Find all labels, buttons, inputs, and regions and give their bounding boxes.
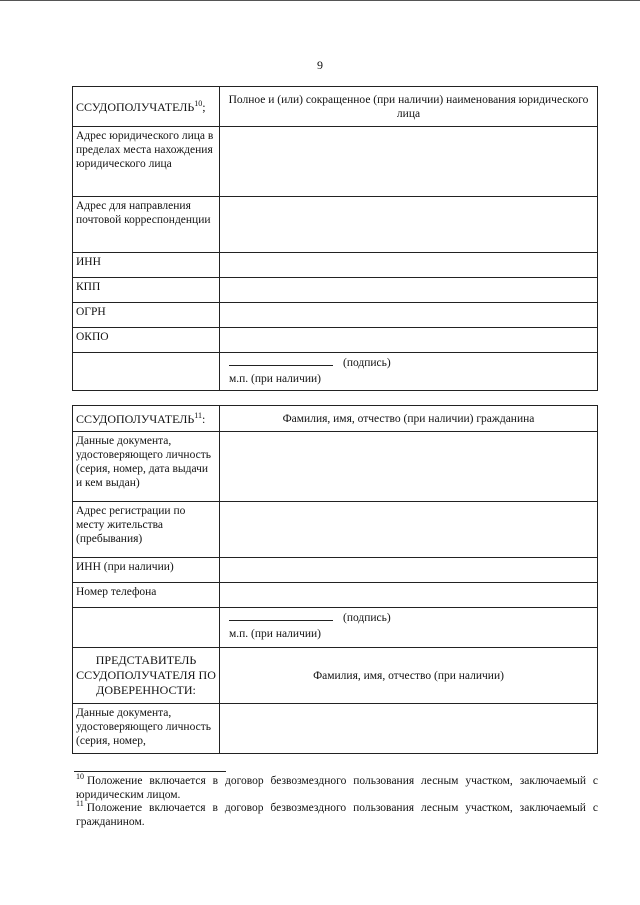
stamp-label: м.п. (при наличии)	[229, 628, 321, 640]
table-row	[73, 328, 598, 353]
footnote-10	[76, 772, 598, 802]
inn-value[interactable]	[220, 253, 598, 278]
signature-empty-cell	[73, 608, 220, 648]
phone-value[interactable]	[220, 583, 598, 608]
table-row	[73, 303, 598, 328]
header-punctuation: :	[202, 411, 206, 426]
table-row	[73, 353, 598, 391]
citizen-name-header: Фамилия, имя, отчество (при наличии) гражданина	[220, 406, 598, 432]
table-row	[73, 704, 598, 754]
signature-label: (подпись)	[343, 357, 391, 369]
representative-label: ПРЕДСТАВИТЕЛЬ ССУДОПОЛУЧАТЕЛЯ ПО ДОВЕРЕННОСТИ:	[73, 648, 220, 704]
id-document-value[interactable]	[220, 432, 598, 502]
inn-label: ИНН	[73, 253, 220, 278]
legal-address-label: Адрес юридического лица в пределах места нахождения юридического лица	[73, 127, 220, 197]
table-row	[73, 558, 598, 583]
rep-id-document-value[interactable]	[220, 704, 598, 754]
table-row	[73, 648, 598, 704]
borrower-header-label: ССУДОПОЛУЧАТЕЛЬ	[76, 411, 195, 426]
table-row	[73, 87, 598, 127]
signature-label: (подпись)	[343, 612, 391, 624]
borrower-header-cell	[73, 87, 220, 127]
top-edge-line	[0, 0, 640, 1]
footnote-number: 10	[76, 772, 84, 782]
footnote-separator	[74, 771, 226, 772]
okpo-label: ОКПО	[73, 328, 220, 353]
footnotes	[76, 772, 598, 829]
table-row	[73, 197, 598, 253]
table-row	[73, 583, 598, 608]
stamp-label: м.п. (при наличии)	[229, 373, 321, 385]
registration-address-value[interactable]	[220, 502, 598, 558]
footnote-ref-10[interactable]: 10	[194, 98, 203, 108]
signature-cell[interactable]	[220, 353, 598, 391]
table-row	[73, 502, 598, 558]
ogrn-value[interactable]	[220, 303, 598, 328]
borrower-legal-entity-table	[72, 86, 598, 391]
table-row	[73, 432, 598, 502]
kpp-label: КПП	[73, 278, 220, 303]
registration-address-label: Адрес регистрации по месту жительства (пребывания)	[73, 502, 220, 558]
inn-value[interactable]	[220, 558, 598, 583]
table-row	[73, 406, 598, 432]
page-number: 9	[317, 58, 323, 72]
table-row	[73, 253, 598, 278]
borrower-individual-table	[72, 405, 598, 754]
ogrn-label: ОГРН	[73, 303, 220, 328]
footnote-text: Положение включается в договор безвозмездного пользования лесным участком, заключаемый с юридическим лицом.	[76, 775, 598, 801]
header-punctuation: ;	[202, 99, 206, 114]
footnote-ref-11[interactable]: 11	[194, 410, 202, 420]
table-row	[73, 608, 598, 648]
phone-label: Номер телефона	[73, 583, 220, 608]
table-row	[73, 127, 598, 197]
borrower-header-cell	[73, 406, 220, 432]
signature-cell[interactable]	[220, 608, 598, 648]
legal-address-value[interactable]	[220, 127, 598, 197]
postal-address-value[interactable]	[220, 197, 598, 253]
entity-name-header: Полное и (или) сокращенное (при наличии) наименования юридического лица	[220, 87, 598, 127]
inn-label: ИНН (при наличии)	[73, 558, 220, 583]
signature-line[interactable]	[229, 610, 333, 621]
rep-id-document-label: Данные документа, удостоверяющего личность (серия, номер,	[73, 704, 220, 754]
representative-name-header: Фамилия, имя, отчество (при наличии)	[220, 648, 598, 704]
signature-empty-cell	[73, 353, 220, 391]
table-row	[73, 278, 598, 303]
okpo-value[interactable]	[220, 328, 598, 353]
footnote-11	[76, 799, 598, 829]
footnote-text: Положение включается в договор безвозмездного пользования лесным участком, заключаемый с гражданином.	[76, 802, 598, 828]
postal-address-label: Адрес для направления почтовой корреспонденции	[73, 197, 220, 253]
borrower-header-label: ССУДОПОЛУЧАТЕЛЬ	[76, 99, 195, 114]
signature-line[interactable]	[229, 355, 333, 366]
footnote-number: 11	[76, 799, 84, 809]
id-document-label: Данные документа, удостоверяющего личность (серия, номер, дата выдачи и кем выдан)	[73, 432, 220, 502]
kpp-value[interactable]	[220, 278, 598, 303]
